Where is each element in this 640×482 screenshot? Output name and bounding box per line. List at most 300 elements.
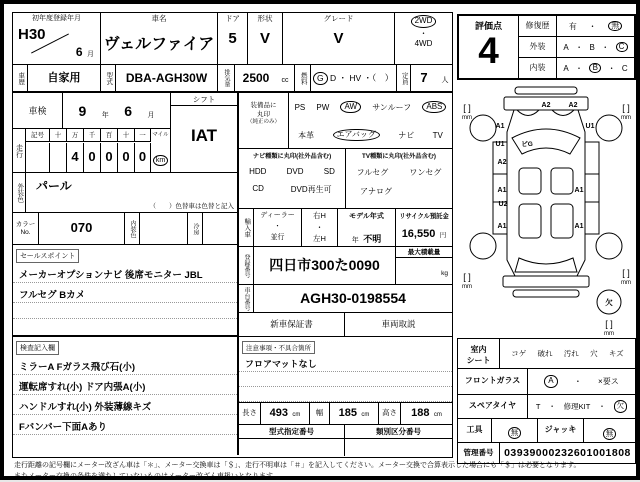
color-no-label-2: No. [13, 229, 38, 237]
handle-left: 左H [302, 233, 337, 245]
tread-mm-spare: mm [604, 331, 614, 336]
shaken-year-unit: 年 [102, 110, 109, 120]
management-number: 03939000232601001808 [500, 444, 635, 463]
tv-row1 [346, 167, 452, 178]
odometer-km-circled: km [153, 155, 168, 167]
import-row [239, 209, 452, 247]
mark-right-1: U1 [586, 123, 595, 130]
lower-section [13, 93, 452, 455]
front-glass-rest: ×要ス [598, 376, 619, 387]
fuel-gasoline-circled: G [313, 72, 328, 85]
tread-bracket-spare: [ ] [605, 319, 613, 329]
mark-right-3: A1 [575, 223, 584, 230]
ac-label: 冷房 [188, 213, 202, 244]
shaken-odometer [13, 93, 171, 172]
interior-b-circled: B [589, 63, 601, 74]
exterior-dot1: ・ [575, 42, 583, 53]
nav-dvd-play: DVD再生可 [291, 184, 332, 195]
right-panel [457, 12, 636, 462]
exterior-b: B [589, 43, 594, 52]
equip-ps: PS [295, 103, 306, 112]
equip-navi: ナビ [398, 130, 414, 141]
wheel-rear-left [470, 233, 496, 259]
management-label: 管理番号 [458, 443, 500, 464]
tread-mm-fr: mm [621, 115, 631, 121]
right-side-panel [585, 142, 599, 234]
model-label-cell [101, 65, 116, 91]
seat-item-burn: コゲ [511, 348, 526, 359]
import-label-cell [239, 209, 254, 246]
wheel-front-left [470, 115, 496, 141]
caution-line2 [239, 372, 452, 387]
mark-left-6: A1 [498, 223, 507, 230]
evaluation-box [457, 14, 636, 80]
equipment-label-1: 装備品に [239, 101, 288, 110]
tools-row [458, 419, 635, 443]
exterior-color-row [13, 173, 237, 213]
inspection-note-line4: Fバンパー下面Aあり [13, 415, 237, 435]
tv-fullseg: フルセグ [357, 167, 389, 178]
repair-no-circled: 無 [608, 21, 622, 32]
tv-box [346, 149, 452, 208]
interior-color-label-cell [125, 213, 140, 244]
manual-label: 車両取説 [345, 313, 452, 336]
capacity-cell [411, 65, 452, 91]
exterior-color-label: 外装色 [13, 173, 25, 212]
wheel-rear-right [596, 233, 622, 259]
equip-leather: 本革 [298, 130, 314, 141]
caution-tag: 注意事項・不具合箇所 [242, 341, 315, 354]
chassis-value: AGH30-0198554 [254, 285, 452, 312]
equip-tv: TV [433, 131, 443, 140]
repair-history-row [519, 16, 634, 37]
equipment-row1 [289, 93, 452, 121]
exterior-color-cell [26, 173, 237, 212]
odo-h3: 千 [84, 129, 101, 142]
odo-d0 [26, 143, 50, 172]
inspection-note-line3: ハンドルすれ(小) 外装薄線キズ [13, 395, 237, 415]
seat-item-dirt: 汚れ [564, 348, 579, 359]
grade-label: グレード [283, 13, 394, 24]
inspection-notes-box [13, 337, 237, 453]
seat-item-scratch: キズ [609, 348, 624, 359]
import-dealer-cell [254, 209, 302, 246]
grade-cells [519, 16, 634, 78]
odo-d6: 0 [135, 143, 151, 172]
front-glass-label: フロントガラス [458, 369, 528, 394]
equipment-label-3: （純正のみ） [239, 119, 288, 127]
equipment-label-2: 丸印 [239, 110, 288, 119]
tool-label: 工具 [458, 419, 492, 442]
spare-dot2: ・ [598, 401, 606, 412]
shaken-value [63, 93, 170, 128]
fuel-cell [311, 65, 397, 91]
inspection-note-line1: ミラーA Fガラス飛び石(小) [13, 355, 237, 375]
tool-value-cell [492, 419, 538, 442]
color-no-value: 070 [39, 213, 125, 244]
type-designation-value [239, 439, 345, 456]
interior-color-label: 内装色 [125, 213, 139, 244]
capacity-value: 7 [411, 65, 437, 91]
nav-tv-box [239, 149, 452, 209]
equipment-box [239, 93, 452, 149]
exterior-color-value: パール [26, 173, 237, 194]
spare-tire-row [458, 395, 635, 419]
odo-d1 [50, 143, 67, 172]
nav-row1 [239, 167, 345, 176]
disclaimer-line1: 走行距離の記号欄にメーター改ざん車は「＊」、メーター交換車は「＄」、走行不明車は「＃」を記入してください。メーター交換で合算表示した場合にも「＄」は必要となります。 [14, 461, 636, 472]
seat-front-right [551, 168, 573, 194]
type-number-labels-row [239, 425, 452, 439]
grade-cell [283, 13, 395, 64]
tread-bracket-rr: [ ] [622, 268, 630, 278]
model-value: DBA-AGH30W [116, 65, 218, 91]
history-value: 自家用 [28, 65, 101, 91]
score-cell [459, 16, 519, 78]
length-value: 493 [270, 407, 288, 419]
import-label: 輸入車 [239, 209, 253, 246]
mark-right-2: A1 [575, 187, 584, 194]
exterior-grade-row [519, 37, 634, 58]
history-label: 車歴 [13, 65, 27, 91]
seat-label-2: シート [458, 355, 499, 366]
model-year-cell [338, 209, 396, 246]
repair-history-label: 修復歴 [519, 16, 557, 36]
shift-cell [171, 93, 237, 172]
width-value-cell [330, 403, 379, 424]
spare-kit: 修理KIT [564, 401, 591, 412]
spare-t: T [536, 402, 541, 411]
shaken-month: 6 [124, 103, 132, 119]
shaken-year: 9 [78, 103, 86, 119]
warranty-label: 新車保証書 [239, 313, 345, 336]
mark-front-bumper-2: A2 [569, 102, 578, 109]
disclaimer-line2: またメーター交換の条件を満たしていないものはメーター改ざん車扱いとなります。 [14, 472, 636, 482]
seat-item-tear: 破れ [538, 348, 553, 359]
displacement-label-cell [218, 65, 235, 91]
registration-label-cell [239, 247, 254, 284]
middle-column [237, 93, 452, 455]
mark-spare-missing: 欠 [605, 297, 613, 307]
repair-dot: ・ [589, 21, 597, 32]
caution-line3 [239, 387, 452, 402]
ac-value-cell [203, 213, 237, 244]
interior-grade-value [557, 58, 634, 78]
mark-left-2: U1 [496, 141, 505, 148]
model-year-unit: 年 [352, 237, 359, 244]
odo-h2: 万 [67, 129, 84, 142]
jack-label: ジャッキ [538, 419, 584, 442]
odo-d5: 0 [118, 143, 135, 172]
tv-analog: アナログ [346, 186, 452, 197]
seat-item-hole: 穴 [590, 348, 598, 359]
nav-dvd: DVD [287, 167, 304, 176]
odo-d4: 0 [101, 143, 118, 172]
odometer-row [13, 129, 170, 172]
fuel-options: D ・ HV ・（ ） [330, 73, 393, 83]
first-reg-era: H30 [18, 26, 46, 43]
height-value-cell [401, 403, 452, 424]
car-damage-diagram [457, 84, 636, 336]
wheel-front-right [596, 115, 622, 141]
mark-left-5: U2 [499, 201, 508, 208]
nav-row2 [239, 184, 345, 195]
recycle-cell [396, 209, 452, 246]
first-reg-cell [13, 13, 101, 64]
capacity-label: 定員 [397, 65, 410, 91]
payload-label: 最大積載量 [396, 247, 452, 258]
import-dealer: ディーラー [254, 210, 301, 221]
chassis-row [239, 285, 452, 313]
odometer-label: 走行 [13, 129, 25, 172]
car-name-label: 車名 [101, 13, 217, 24]
drive-2wd-circled: 2WD [411, 15, 437, 28]
odo-h0: 記号 [26, 129, 50, 142]
model-year-value-wrap [338, 229, 395, 247]
color-no-row [13, 213, 237, 245]
first-reg-month: 6 [76, 45, 83, 59]
capacity-unit: 人 [441, 77, 448, 84]
model-year-value: 不明 [363, 234, 381, 244]
recycle-value: 16,550 [402, 228, 436, 240]
equipment-label-cell [239, 93, 289, 148]
sales-point-tag: セールスポイント [16, 249, 79, 263]
repair-yes: 有 [569, 21, 577, 32]
history-label-cell [13, 65, 28, 91]
model-year-label: モデル年式 [338, 209, 395, 221]
import-parallel: 並行 [254, 232, 301, 243]
seat-rear-right [551, 204, 573, 238]
equip-abs-circled: ABS [422, 101, 446, 114]
odo-h1: 十 [50, 129, 67, 142]
drive-cell [395, 13, 452, 64]
seat-front-left [519, 168, 541, 194]
exterior-grade-label: 外装 [519, 37, 557, 57]
exterior-color-label-cell [13, 173, 26, 212]
nav-cd: CD [252, 184, 264, 195]
seat-rear-left [519, 204, 541, 238]
registration-label: 登録番号 [239, 247, 253, 284]
odo-d3: 0 [84, 143, 101, 172]
footer-disclaimer [14, 461, 636, 482]
color-no-label-cell [13, 213, 39, 244]
mark-left-4: A1 [498, 187, 507, 194]
odometer-grid [26, 129, 170, 172]
tread-mm-fl: mm [462, 115, 472, 121]
exterior-color-note: （ ）色替車は色替と記入 [150, 201, 235, 210]
score-value: 4 [459, 32, 518, 69]
inspection-note-line2: 運転席すれ(小) ドア内張A(小) [13, 375, 237, 395]
tread-mm-rr: mm [621, 280, 631, 286]
odo-h6: 一 [135, 129, 151, 142]
sales-point-line3 [13, 303, 237, 319]
nav-hdd: HDD [249, 167, 266, 176]
mark-left-1: A1 [496, 123, 505, 130]
displacement-unit: cc [281, 77, 288, 84]
type-number-values-row [239, 439, 452, 456]
payload-unit: kg [396, 258, 452, 277]
body-shape-value: V [248, 30, 282, 47]
type-classification-label: 類別区分番号 [345, 425, 452, 438]
odometer-km-cell [151, 143, 170, 172]
recycle-value-wrap [396, 224, 452, 242]
interior-grade-label: 内装 [519, 58, 557, 78]
interior-grade-row [519, 58, 634, 78]
spare-missing-circled: 欠 [614, 400, 628, 412]
body-shape-cell [248, 13, 283, 64]
ac-label-cell [188, 213, 203, 244]
caution-line1: フロアマットなし [239, 355, 452, 372]
sales-point-line2: フルセグ Bカメ [13, 283, 237, 303]
registration-row [239, 247, 452, 285]
tool-none-circled: 無 [508, 427, 522, 439]
headlight-left [517, 110, 539, 116]
handle-cell [302, 209, 338, 246]
tread-mm-rl: mm [462, 284, 472, 290]
dimensions-row [239, 403, 452, 425]
shaken-row [13, 93, 170, 129]
grade-value: V [283, 30, 394, 47]
interior-dot1: ・ [575, 63, 583, 74]
door-value: 5 [218, 30, 247, 47]
car-name-cell [101, 13, 218, 64]
width-label: 幅 [310, 403, 330, 424]
spare-tire-label: スペアタイヤ [458, 395, 528, 418]
jack-value-cell [584, 420, 635, 441]
model-label: 型式 [101, 65, 115, 91]
exterior-c-circled: C [616, 42, 628, 53]
docs-row [239, 313, 452, 337]
seat-row [458, 339, 635, 369]
door-cell [218, 13, 248, 64]
seat-label-cell [458, 339, 500, 368]
inspection-notes-tag: 検査記入欄 [16, 341, 59, 355]
shaken-month-unit: 月 [147, 110, 154, 120]
chassis-label: 車台番号 [239, 285, 253, 312]
length-label: 長さ [239, 403, 261, 424]
displacement-value: 2500 [235, 65, 277, 91]
odo-d2: 4 [67, 143, 84, 172]
fuel-label: 燃料 [295, 65, 310, 91]
front-glass-value [528, 375, 635, 388]
displacement-label: 排気量 [218, 65, 234, 91]
door-label: ドア [218, 13, 247, 24]
jack-none-circled: 無 [603, 428, 617, 440]
width-value: 185 [339, 407, 357, 419]
tread-bracket-fl: [ ] [463, 103, 471, 113]
equipment-row2 [289, 121, 452, 149]
seat-items [500, 348, 635, 359]
registration-value: 四日市300た0090 [254, 247, 396, 284]
handle-right: 右H [302, 210, 337, 222]
shaken-shift-block [13, 93, 237, 173]
drive-4wd: 4WD [395, 39, 452, 48]
color-no-label-1: カラー [13, 221, 38, 229]
headlight-right [552, 110, 574, 116]
odometer-mile-label: マイル [151, 129, 170, 142]
length-unit: cm [292, 412, 300, 418]
type-classification-value [345, 439, 452, 456]
main-table [12, 12, 453, 458]
height-value: 188 [411, 407, 429, 419]
equip-airbag-circled: エアバッグ [333, 129, 380, 142]
tv-oneseg: ワンセグ [409, 167, 441, 178]
interior-a: A [563, 64, 568, 73]
first-reg-month-wrap [76, 43, 94, 61]
displacement-cell [235, 65, 295, 91]
recycle-label: リサイクル預託金 [396, 209, 452, 220]
exterior-dot2: ・ [601, 42, 609, 53]
mark-left-3: A2 [498, 159, 507, 166]
spare-tire-value [528, 400, 635, 412]
spec-row [13, 65, 452, 93]
rear-window [515, 258, 577, 272]
odo-h5: 十 [118, 129, 135, 142]
shift-value: IAT [171, 106, 237, 166]
rear-bumper [503, 276, 589, 287]
shift-label: シフト [171, 93, 237, 106]
width-unit: cm [361, 412, 369, 418]
interior-color-value-cell [140, 213, 188, 244]
tv-header: TV種類に丸印(社外品含む) [346, 149, 452, 160]
recycle-unit: 円 [440, 232, 447, 239]
seat-label-1: 室内 [458, 344, 499, 355]
mark-front-bumper-1: A2 [542, 102, 551, 109]
exterior-a: A [563, 43, 568, 52]
equipment-items [289, 93, 452, 148]
interior-check-box [457, 338, 636, 464]
exterior-grade-value [557, 37, 634, 57]
height-unit: cm [434, 412, 442, 418]
body-shape-label: 形状 [248, 13, 282, 24]
nav-sd: SD [324, 167, 335, 176]
payload-cell [396, 247, 452, 284]
chassis-label-cell [239, 285, 254, 312]
handle-dot: ・ [302, 222, 337, 234]
tread-bracket-fr: [ ] [622, 103, 630, 113]
front-lip [515, 87, 577, 94]
fuel-label-cell [295, 65, 311, 91]
front-glass-row [458, 369, 635, 395]
header-row [13, 13, 452, 65]
caution-box [239, 337, 452, 403]
equip-pw: PW [316, 103, 329, 112]
front-glass-a-circled: A [544, 375, 557, 388]
height-label: 高さ [379, 403, 401, 424]
sales-point-box [13, 245, 237, 337]
import-dot1: ・ [254, 221, 301, 232]
first-reg-label: 初年度登録年月 [13, 13, 100, 23]
front-glass-dot: ・ [574, 376, 582, 387]
length-value-cell [261, 403, 310, 424]
first-reg-month-unit: 月 [87, 51, 94, 58]
car-name-value: ヴェルファイア [101, 31, 217, 54]
capacity-label-cell [397, 65, 411, 91]
nav-box [239, 149, 346, 208]
odo-h4: 百 [101, 129, 118, 142]
repair-history-value [557, 16, 634, 36]
nav-header: ナビ種類に丸印(社外品含む) [239, 149, 345, 160]
type-designation-label: 型式指定番号 [239, 425, 345, 438]
drive-dot: ・ [395, 28, 452, 39]
score-label: 評価点 [459, 16, 518, 32]
interior-c: C [622, 64, 628, 73]
shaken-label: 車検 [13, 93, 63, 128]
mark-windshield: ピG [521, 139, 533, 148]
odometer-label-cell [13, 129, 26, 172]
equip-sunroof: サンルーフ [372, 102, 411, 113]
interior-dot2: ・ [608, 63, 616, 74]
